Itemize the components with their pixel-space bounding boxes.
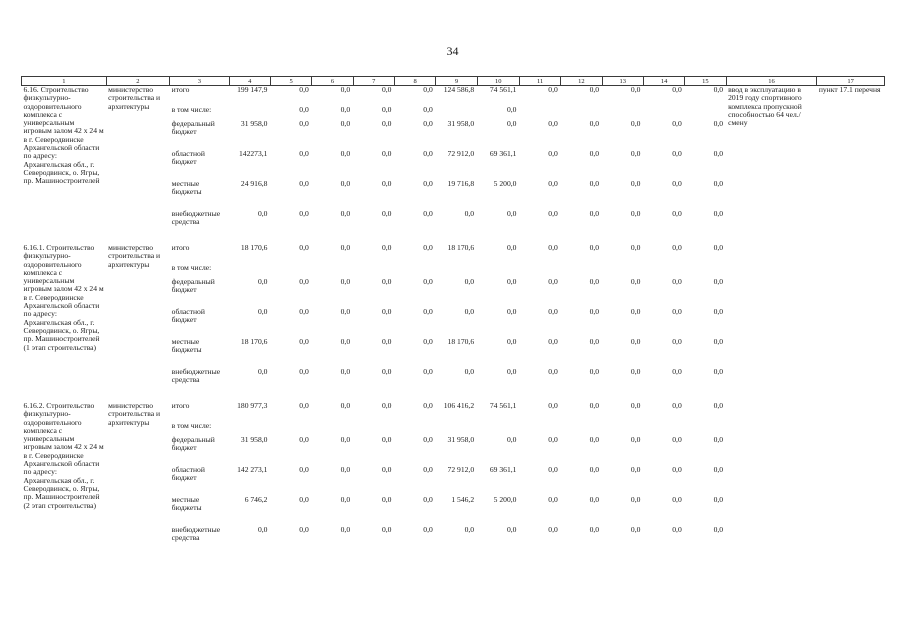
column-header: 9: [436, 77, 477, 86]
column-header: 7: [353, 77, 394, 86]
value-cell: 0,0: [589, 337, 600, 346]
value-cell: 0,0: [506, 525, 517, 534]
value-cell: 0,0: [672, 337, 682, 346]
value-cell: 0,0: [381, 337, 392, 346]
value-cell: 0,0: [506, 209, 517, 218]
column-header: 17: [817, 77, 885, 86]
value-cell: 0,0: [340, 119, 351, 128]
value-cell: 0,0: [672, 277, 682, 286]
value-cell: 0,0: [589, 179, 600, 188]
value-cell: 0,0: [589, 149, 600, 158]
table-row: [22, 86, 885, 107]
value-cell: 1 546,2: [451, 495, 475, 504]
value-cell: 0,0: [299, 243, 309, 252]
responsible-executor: министерство строительства и архитектуры: [108, 243, 161, 269]
value-cell: 0,0: [423, 209, 433, 218]
value-cell: 0,0: [506, 435, 517, 444]
value-cell: [312, 422, 353, 436]
value-cell: 0,0: [589, 465, 600, 474]
value-cell: 0,0: [506, 119, 517, 128]
expected-result: [726, 244, 817, 398]
value-cell: 0,0: [548, 277, 558, 286]
value-cell: 0,0: [713, 307, 724, 316]
value-cell: 0,0: [589, 209, 600, 218]
funding-source: областной бюджет: [171, 149, 205, 167]
value-cell: 0,0: [713, 367, 724, 376]
value-cell: 0,0: [672, 435, 682, 444]
value-cell: 18 170,6: [240, 337, 268, 346]
column-header: 8: [394, 77, 435, 86]
value-cell: 0,0: [548, 307, 558, 316]
value-cell: 0,0: [630, 401, 641, 410]
value-cell: [229, 106, 270, 120]
value-cell: 0,0: [257, 209, 268, 218]
value-cell: 0,0: [548, 85, 558, 94]
value-cell: 0,0: [548, 401, 558, 410]
value-cell: 0,0: [381, 277, 392, 286]
funding-source: внебюджетные средства: [171, 525, 221, 543]
value-cell: 0,0: [340, 337, 351, 346]
value-cell: [436, 264, 477, 278]
value-cell: 0,0: [423, 367, 433, 376]
value-cell: 0,0: [713, 495, 724, 504]
value-cell: 0,0: [589, 277, 600, 286]
value-cell: 0,0: [630, 179, 641, 188]
value-cell: 0,0: [381, 149, 392, 158]
activity-name: 6.16.1. Строительство физкультурно-оздоровительного комплекса с универсальным игровым залом 42 х 24 м в г. Северодвинске Архангельской области по адресу: Архангельская обл., г. Северодвинск, о. Ягры, пр. Машиностроителей (1 этап строительства): [23, 243, 104, 352]
value-cell: [477, 422, 519, 436]
value-cell: [561, 422, 602, 436]
value-cell: 0,0: [630, 85, 641, 94]
value-cell: [685, 422, 726, 436]
column-header: 13: [602, 77, 643, 86]
value-cell: [643, 106, 684, 120]
value-cell: 72 912,0: [447, 149, 475, 158]
value-cell: 0,0: [630, 337, 641, 346]
value-cell: 0,0: [423, 435, 433, 444]
value-cell: 0,0: [381, 401, 392, 410]
value-cell: 0,0: [381, 525, 392, 534]
value-cell: 0,0: [713, 277, 724, 286]
value-cell: 0,0: [672, 401, 682, 410]
funding-source: в том числе:: [171, 105, 212, 114]
table-body: [22, 86, 885, 557]
value-cell: 0,0: [299, 465, 309, 474]
value-cell: 31 958,0: [447, 435, 475, 444]
value-cell: 0,0: [548, 119, 558, 128]
value-cell: 0,0: [713, 179, 724, 188]
value-cell: 0,0: [713, 85, 724, 94]
funding-source: внебюджетные средства: [171, 209, 221, 227]
value-cell: [229, 264, 270, 278]
value-cell: 0,0: [257, 367, 268, 376]
value-cell: [602, 106, 643, 120]
value-cell: 0,0: [381, 209, 392, 218]
value-cell: [519, 422, 560, 436]
value-cell: 0,0: [340, 149, 351, 158]
value-cell: 0,0: [506, 243, 517, 252]
value-cell: 0,0: [423, 465, 433, 474]
value-cell: 0,0: [423, 337, 433, 346]
value-cell: 0,0: [464, 277, 475, 286]
column-header: 4: [229, 77, 270, 86]
value-cell: 0,0: [548, 179, 558, 188]
value-cell: 0,0: [630, 119, 641, 128]
value-cell: 0,0: [630, 243, 641, 252]
value-cell: [394, 264, 435, 278]
value-cell: 0,0: [299, 277, 309, 286]
funding-source: внебюджетные средства: [171, 367, 221, 385]
value-cell: 0,0: [630, 495, 641, 504]
value-cell: 0,0: [630, 465, 641, 474]
value-cell: 0,0: [340, 209, 351, 218]
value-cell: 6 746,2: [244, 495, 268, 504]
value-cell: 0,0: [548, 525, 558, 534]
value-cell: 0,0: [299, 401, 309, 410]
value-cell: 142 273,1: [237, 465, 268, 474]
value-cell: 0,0: [548, 149, 558, 158]
table-row: [22, 402, 885, 422]
value-cell: 0,0: [713, 525, 724, 534]
value-cell: [602, 422, 643, 436]
value-cell: 18 170,6: [447, 337, 475, 346]
value-cell: 0,0: [589, 495, 600, 504]
value-cell: 0,0: [381, 179, 392, 188]
value-cell: 0,0: [299, 105, 309, 114]
value-cell: 0,0: [506, 367, 517, 376]
value-cell: 106 416,2: [443, 401, 475, 410]
value-cell: 0,0: [630, 367, 641, 376]
value-cell: 0,0: [299, 367, 309, 376]
column-header: 14: [643, 77, 684, 86]
responsible-executor: министерство строительства и архитектуры: [108, 401, 161, 427]
value-cell: [561, 106, 602, 120]
value-cell: 0,0: [423, 149, 433, 158]
value-cell: 0,0: [381, 307, 392, 316]
column-header: 16: [726, 77, 817, 86]
activity-name: 6.16.2. Строительство физкультурно-оздоровительного комплекса с универсальным игровым залом 42 х 24 м в г. Северодвинске Архангельской области по адресу: Архангельская обл., г. Северодвинск, о. Ягры, пр. Машиностроителей (2 этап строительства): [23, 401, 104, 510]
value-cell: 0,0: [713, 119, 724, 128]
value-cell: 0,0: [423, 401, 433, 410]
funding-source: местные бюджеты: [171, 495, 202, 513]
activity-name: 6.16. Строительство физкультурно-оздоровительного комплекса с универсальным игровым залом 42 х 24 м в г. Северодвинске Архангельской области по адресу: Архангельская обл., г. Северодвинск, о. Ягры, пр. Машиностроителей: [23, 85, 104, 186]
value-cell: 0,0: [299, 119, 309, 128]
value-cell: 0,0: [340, 105, 351, 114]
value-cell: 31 958,0: [240, 119, 268, 128]
value-cell: 0,0: [340, 367, 351, 376]
value-cell: 69 361,1: [489, 149, 517, 158]
value-cell: 0,0: [589, 401, 600, 410]
funding-source: местные бюджеты: [171, 337, 202, 355]
value-cell: 0,0: [340, 525, 351, 534]
funding-source: федеральный бюджет: [171, 435, 215, 453]
value-cell: 0,0: [672, 209, 682, 218]
value-cell: 0,0: [589, 367, 600, 376]
funding-source: областной бюджет: [171, 307, 205, 325]
value-cell: 0,0: [672, 367, 682, 376]
value-cell: 142273,1: [238, 149, 268, 158]
value-cell: 0,0: [423, 277, 433, 286]
value-cell: 0,0: [299, 85, 309, 94]
value-cell: 0,0: [340, 85, 351, 94]
value-cell: 180 977,3: [237, 401, 268, 410]
value-cell: [436, 422, 477, 436]
value-cell: 0,0: [672, 85, 682, 94]
value-cell: 0,0: [506, 105, 517, 114]
value-cell: 0,0: [299, 307, 309, 316]
value-cell: 0,0: [423, 307, 433, 316]
value-cell: 0,0: [299, 495, 309, 504]
value-cell: 0,0: [548, 243, 558, 252]
value-cell: 0,0: [464, 307, 475, 316]
table-row: [22, 244, 885, 264]
value-cell: 0,0: [630, 209, 641, 218]
column-header: 11: [519, 77, 560, 86]
value-cell: 0,0: [548, 495, 558, 504]
value-cell: 0,0: [672, 243, 682, 252]
value-cell: 31 958,0: [447, 119, 475, 128]
funding-source: итого: [171, 243, 190, 252]
value-cell: 0,0: [257, 307, 268, 316]
value-cell: 0,0: [589, 435, 600, 444]
budget-table: [21, 76, 885, 556]
value-cell: 0,0: [381, 465, 392, 474]
value-cell: 0,0: [299, 435, 309, 444]
value-cell: 0,0: [672, 149, 682, 158]
value-cell: 0,0: [257, 277, 268, 286]
value-cell: [643, 264, 684, 278]
funding-source: местные бюджеты: [171, 179, 202, 197]
value-cell: [394, 422, 435, 436]
column-header: 10: [477, 77, 519, 86]
value-cell: 0,0: [423, 525, 433, 534]
value-cell: 0,0: [464, 367, 475, 376]
value-cell: 124 586,8: [443, 85, 475, 94]
value-cell: 5 200,0: [493, 179, 517, 188]
value-cell: 0,0: [630, 525, 641, 534]
value-cell: 0,0: [548, 465, 558, 474]
value-cell: [353, 264, 394, 278]
value-cell: 0,0: [381, 495, 392, 504]
value-cell: 0,0: [423, 119, 433, 128]
value-cell: [270, 422, 311, 436]
value-cell: 0,0: [713, 149, 724, 158]
value-cell: 0,0: [381, 85, 392, 94]
value-cell: 0,0: [423, 495, 433, 504]
value-cell: 0,0: [589, 525, 600, 534]
value-cell: 0,0: [589, 307, 600, 316]
value-cell: 0,0: [464, 209, 475, 218]
value-cell: 0,0: [381, 243, 392, 252]
value-cell: 0,0: [423, 243, 433, 252]
value-cell: 0,0: [423, 105, 433, 114]
value-cell: 0,0: [630, 435, 641, 444]
value-cell: 0,0: [381, 105, 392, 114]
value-cell: 0,0: [257, 525, 268, 534]
value-cell: [229, 422, 270, 436]
funding-source: областной бюджет: [171, 465, 205, 483]
reference-note: [817, 402, 885, 556]
funding-source: в том числе:: [171, 421, 212, 430]
value-cell: 0,0: [340, 495, 351, 504]
value-cell: 74 561,1: [489, 401, 517, 410]
value-cell: 0,0: [299, 149, 309, 158]
column-header: 6: [312, 77, 353, 86]
value-cell: [477, 264, 519, 278]
value-cell: 0,0: [381, 367, 392, 376]
value-cell: 0,0: [340, 243, 351, 252]
value-cell: 0,0: [630, 149, 641, 158]
value-cell: 0,0: [423, 85, 433, 94]
value-cell: 0,0: [630, 307, 641, 316]
value-cell: [353, 422, 394, 436]
funding-source: итого: [171, 85, 190, 94]
value-cell: 0,0: [464, 525, 475, 534]
value-cell: 0,0: [672, 119, 682, 128]
value-cell: [436, 106, 477, 120]
value-cell: [602, 264, 643, 278]
value-cell: 0,0: [589, 243, 600, 252]
value-cell: 199 147,9: [237, 85, 268, 94]
funding-source: федеральный бюджет: [171, 119, 215, 137]
value-cell: 0,0: [299, 209, 309, 218]
funding-source: федеральный бюджет: [171, 277, 215, 295]
value-cell: 0,0: [381, 119, 392, 128]
value-cell: 0,0: [548, 435, 558, 444]
value-cell: 18 170,6: [240, 243, 268, 252]
value-cell: 0,0: [713, 243, 724, 252]
value-cell: [312, 264, 353, 278]
value-cell: 69 361,1: [489, 465, 517, 474]
value-cell: 0,0: [299, 337, 309, 346]
expected-result: ввод в эксплуатацию в 2019 году спортивного комплекса пропускной способностью 64 чел./смену: [728, 85, 802, 128]
value-cell: 0,0: [548, 367, 558, 376]
value-cell: 0,0: [548, 209, 558, 218]
value-cell: 0,0: [630, 277, 641, 286]
column-header: 12: [561, 77, 602, 86]
value-cell: 19 716,8: [447, 179, 475, 188]
value-cell: 0,0: [381, 435, 392, 444]
value-cell: 72 912,0: [447, 465, 475, 474]
value-cell: 0,0: [340, 401, 351, 410]
value-cell: 18 170,6: [447, 243, 475, 252]
value-cell: 0,0: [713, 401, 724, 410]
value-cell: [561, 264, 602, 278]
value-cell: [519, 106, 560, 120]
column-header: 3: [170, 77, 229, 86]
value-cell: 0,0: [713, 337, 724, 346]
column-header: 2: [106, 77, 170, 86]
value-cell: 0,0: [340, 307, 351, 316]
value-cell: 0,0: [672, 525, 682, 534]
value-cell: 24 916,8: [240, 179, 268, 188]
column-header: 15: [685, 77, 726, 86]
value-cell: [519, 264, 560, 278]
value-cell: 0,0: [299, 179, 309, 188]
value-cell: 0,0: [713, 435, 724, 444]
value-cell: 0,0: [506, 337, 517, 346]
value-cell: [643, 422, 684, 436]
value-cell: 0,0: [713, 465, 724, 474]
value-cell: 0,0: [589, 85, 600, 94]
responsible-executor: министерство строительства и архитектуры: [108, 85, 161, 111]
value-cell: 0,0: [340, 179, 351, 188]
value-cell: 0,0: [506, 307, 517, 316]
value-cell: 0,0: [672, 465, 682, 474]
value-cell: 0,0: [589, 119, 600, 128]
value-cell: 0,0: [672, 179, 682, 188]
reference-note: [817, 244, 885, 398]
value-cell: 5 200,0: [493, 495, 517, 504]
column-header: 1: [22, 77, 107, 86]
value-cell: [270, 264, 311, 278]
value-cell: 0,0: [340, 465, 351, 474]
value-cell: 0,0: [340, 277, 351, 286]
column-header: 5: [270, 77, 311, 86]
funding-source: в том числе:: [171, 263, 212, 272]
value-cell: 31 958,0: [240, 435, 268, 444]
value-cell: 0,0: [672, 495, 682, 504]
value-cell: 0,0: [340, 435, 351, 444]
value-cell: 0,0: [713, 209, 724, 218]
page-number: 34: [446, 44, 459, 58]
value-cell: 74 561,1: [489, 85, 517, 94]
funding-source: итого: [171, 401, 190, 410]
value-cell: 0,0: [299, 525, 309, 534]
value-cell: [685, 106, 726, 120]
value-cell: 0,0: [548, 337, 558, 346]
reference-note: пункт 17.1 перечня: [818, 85, 881, 94]
expected-result: [726, 402, 817, 556]
value-cell: [685, 264, 726, 278]
value-cell: 0,0: [672, 307, 682, 316]
value-cell: 0,0: [506, 277, 517, 286]
value-cell: 0,0: [423, 179, 433, 188]
